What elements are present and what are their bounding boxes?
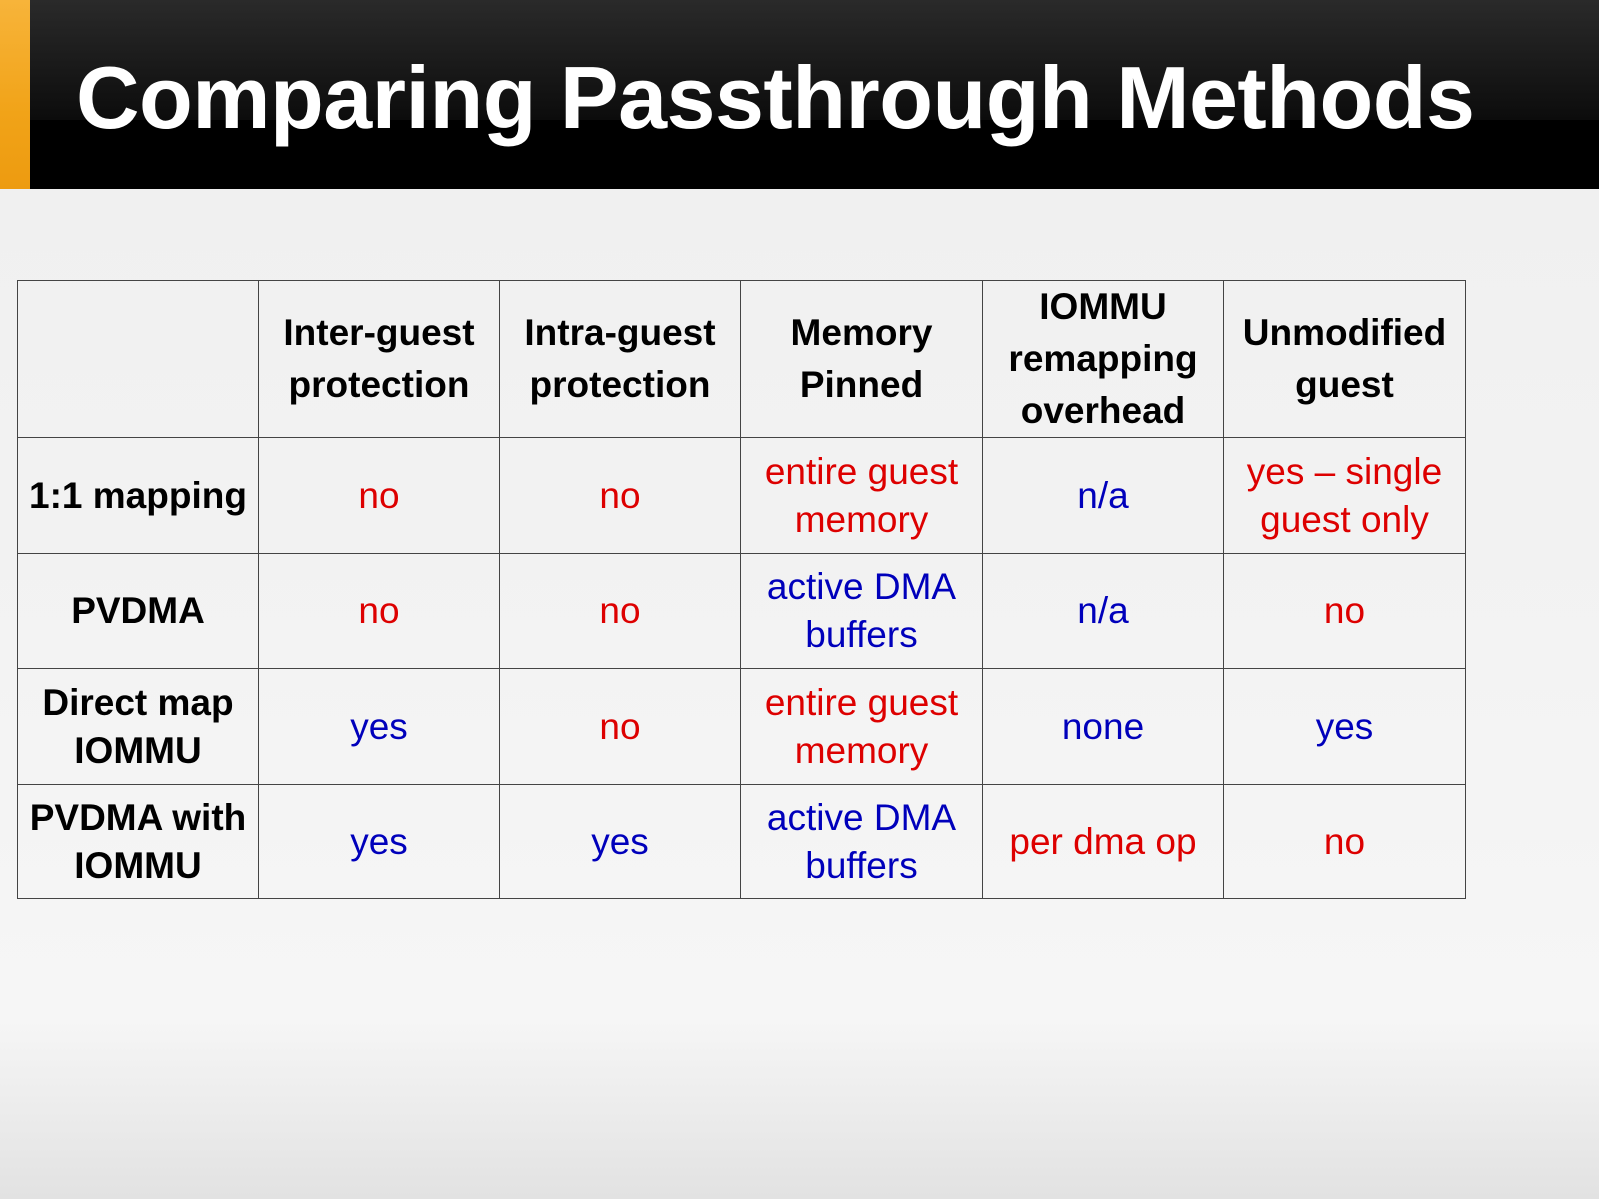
table-header-row xyxy=(18,281,1466,438)
slide-header xyxy=(0,0,1599,189)
header-inter-guest-protection: Inter-guest protection xyxy=(259,281,500,438)
row-pvdma-with-iommu-inter-guest-cell: yes xyxy=(259,785,500,899)
row-direct-map-iommu-iommu-overhead-cell: none xyxy=(983,669,1224,785)
accent-bar xyxy=(0,0,30,189)
row-direct-map-iommu-label: Direct map IOMMU xyxy=(18,669,259,785)
row-pvdma-label: PVDMA xyxy=(18,554,259,669)
header-intra-guest-protection: Intra-guest protection xyxy=(500,281,741,438)
table-row xyxy=(18,785,1466,899)
header-iommu-remapping-overhead: IOMMU remapping overhead xyxy=(983,281,1224,438)
row-pvdma-with-iommu-unmodified-guest-cell: no xyxy=(1224,785,1466,899)
row-pvdma-memory-pinned-cell: active DMA buffers xyxy=(741,554,983,669)
row-direct-map-iommu-intra-guest-cell: no xyxy=(500,669,741,785)
comparison-table xyxy=(17,280,1466,899)
slide-title: Comparing Passthrough Methods xyxy=(76,48,1475,147)
row-1-1-mapping-iommu-overhead-cell: n/a xyxy=(983,438,1224,554)
row-pvdma-intra-guest-cell: no xyxy=(500,554,741,669)
row-pvdma-with-iommu-memory-pinned-cell: active DMA buffers xyxy=(741,785,983,899)
table-row xyxy=(18,438,1466,554)
row-pvdma-unmodified-guest-cell: no xyxy=(1224,554,1466,669)
row-pvdma-with-iommu-label: PVDMA with IOMMU xyxy=(18,785,259,899)
table-row xyxy=(18,669,1466,785)
row-pvdma-iommu-overhead-cell: n/a xyxy=(983,554,1224,669)
header-unmodified-guest: Unmodified guest xyxy=(1224,281,1466,438)
row-1-1-mapping-inter-guest-cell: no xyxy=(259,438,500,554)
row-1-1-mapping-intra-guest-cell: no xyxy=(500,438,741,554)
row-direct-map-iommu-unmodified-guest-cell: yes xyxy=(1224,669,1466,785)
row-1-1-mapping-label: 1:1 mapping xyxy=(18,438,259,554)
row-pvdma-with-iommu-intra-guest-cell: yes xyxy=(500,785,741,899)
header-corner-cell xyxy=(18,281,259,438)
row-pvdma-inter-guest-cell: no xyxy=(259,554,500,669)
row-1-1-mapping-memory-pinned-cell: entire guest memory xyxy=(741,438,983,554)
table-row xyxy=(18,554,1466,669)
table-body xyxy=(18,438,1466,899)
row-direct-map-iommu-inter-guest-cell: yes xyxy=(259,669,500,785)
header-memory-pinned: Memory Pinned xyxy=(741,281,983,438)
row-1-1-mapping-unmodified-guest-cell: yes – single guest only xyxy=(1224,438,1466,554)
row-pvdma-with-iommu-iommu-overhead-cell: per dma op xyxy=(983,785,1224,899)
row-direct-map-iommu-memory-pinned-cell: entire guest memory xyxy=(741,669,983,785)
